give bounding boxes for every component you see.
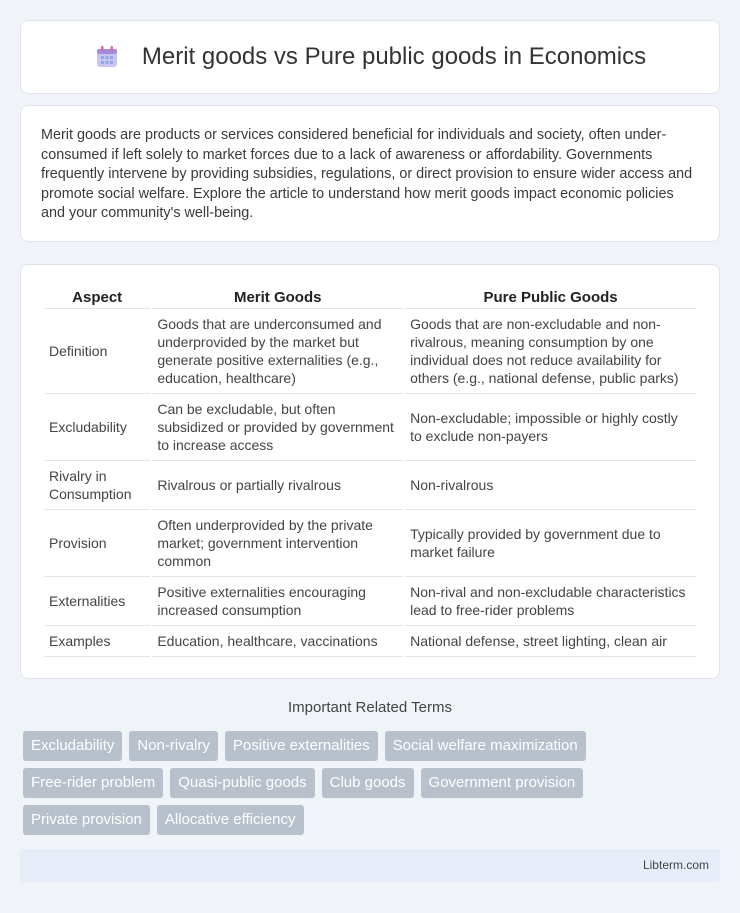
row-pure: National defense, street lighting, clean air: [405, 626, 696, 657]
row-aspect: Definition: [44, 309, 150, 394]
row-pure: Goods that are non-excludable and non-rivalrous, meaning consumption by one individual does not reduce availability for others (e.g., national defense, public parks): [405, 309, 696, 394]
related-terms-tags: [23, 731, 723, 842]
page-title: Merit goods vs Pure public goods in Economics: [141, 43, 647, 70]
header-pure-public-goods: Pure Public Goods: [405, 285, 696, 309]
row-merit: Can be excludable, but often subsidized or provided by government to increase access: [152, 394, 403, 461]
table-row: [44, 510, 696, 577]
tag-club-goods[interactable]: Club goods: [322, 768, 414, 798]
row-pure: Typically provided by government due to market failure: [405, 510, 696, 577]
tag-row: [23, 805, 723, 835]
table-row: [44, 577, 696, 626]
tag-excludability[interactable]: Excludability: [23, 731, 122, 761]
row-merit: Education, healthcare, vaccinations: [152, 626, 403, 657]
row-merit: Positive externalities encouraging increased consumption: [152, 577, 403, 626]
table-row: [44, 626, 696, 657]
tag-allocative-efficiency[interactable]: Allocative efficiency: [157, 805, 304, 835]
row-pure: Non-excludable; impossible or highly costly to exclude non-payers: [405, 394, 696, 461]
row-aspect: Excludability: [44, 394, 150, 461]
comparison-table-card: [20, 264, 720, 679]
row-merit: Often underprovided by the private market; government intervention common: [152, 510, 403, 577]
row-pure: Non-rival and non-excludable characteristics lead to free-rider problems: [405, 577, 696, 626]
row-pure: Non-rivalrous: [405, 461, 696, 510]
table-row: [44, 394, 696, 461]
tag-positive-externalities[interactable]: Positive externalities: [225, 731, 378, 761]
tag-row: [23, 731, 723, 761]
tag-government-provision[interactable]: Government provision: [421, 768, 584, 798]
intro-card: [20, 105, 720, 242]
row-aspect: Examples: [44, 626, 150, 657]
related-terms-heading: Important Related Terms: [288, 699, 452, 716]
tag-private-provision[interactable]: Private provision: [23, 805, 150, 835]
title-card: [20, 20, 720, 94]
header-aspect: Aspect: [44, 285, 150, 309]
row-aspect: Externalities: [44, 577, 150, 626]
tag-social-welfare-maximization[interactable]: Social welfare maximization: [385, 731, 586, 761]
table-row: [44, 461, 696, 510]
header-merit-goods: Merit Goods: [152, 285, 403, 309]
table-row: [44, 309, 696, 394]
intro-text: Merit goods are products or services considered beneficial for individuals and society, often under-consumed if left solely to market forces due to a lack of awareness or affordability. Governments frequently intervene by providing subsidies, regulations, or direct provision to ensure wider access and promote social welfare. Explore the article to understand how merit goods impact economic policies and your community's well-being.: [41, 127, 693, 222]
calendar-icon: [94, 44, 120, 70]
footer-site-link[interactable]: Libterm.com: [642, 858, 709, 872]
footer: [20, 849, 720, 882]
row-merit: Rivalrous or partially rivalrous: [152, 461, 403, 510]
tag-free-rider-problem[interactable]: Free-rider problem: [23, 768, 163, 798]
tag-quasi-public-goods[interactable]: Quasi-public goods: [170, 768, 314, 798]
row-merit: Goods that are underconsumed and underprovided by the market but generate positive externalities (e.g., education, healthcare): [152, 309, 403, 394]
row-aspect: Provision: [44, 510, 150, 577]
table-header-row: [44, 285, 696, 309]
comparison-table: [42, 285, 698, 657]
tag-non-rivalry[interactable]: Non-rivalry: [129, 731, 218, 761]
row-aspect: Rivalry in Consumption: [44, 461, 150, 510]
tag-row: [23, 768, 723, 798]
